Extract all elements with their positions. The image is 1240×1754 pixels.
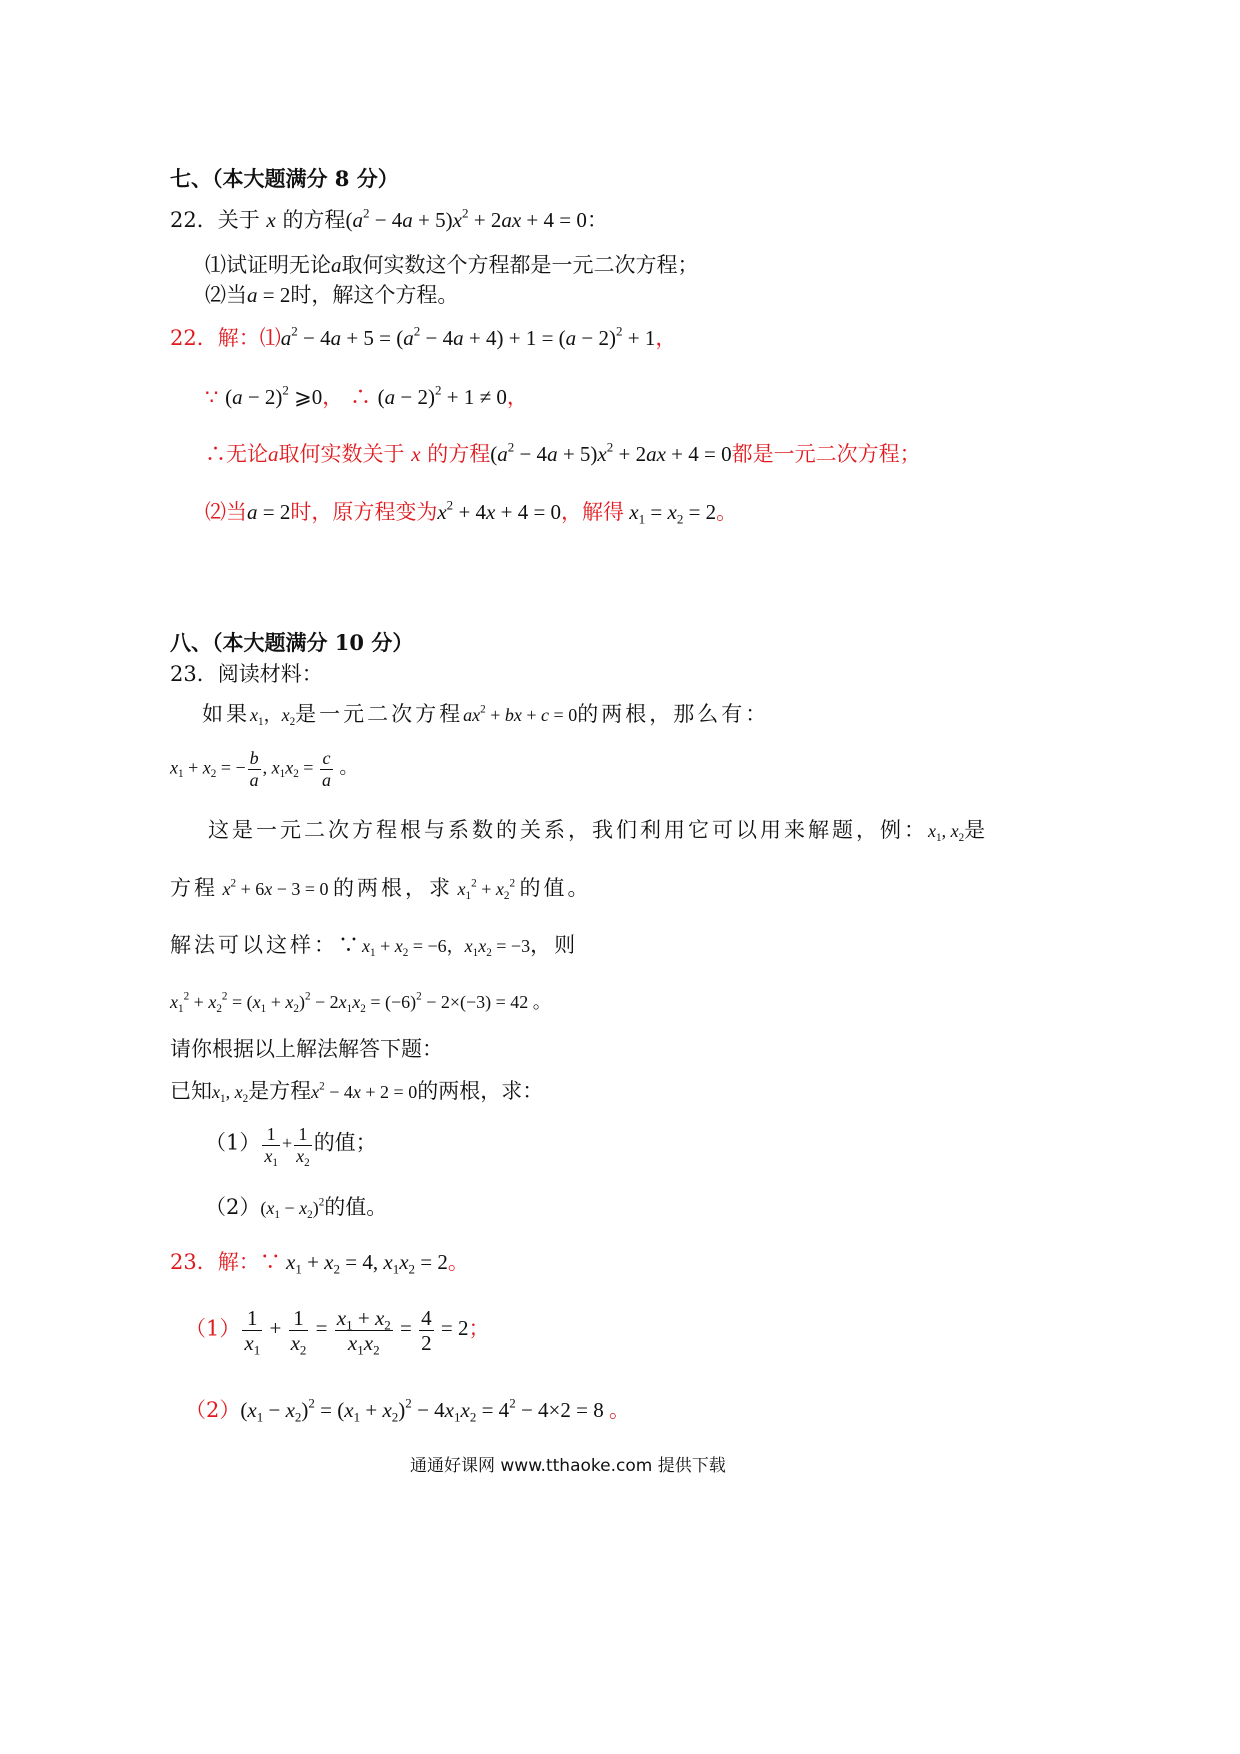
solution-23-sub-1: （1） $\frac{1}{x_1}$ + $\frac{1}{x_2}$ = $\frac{x_1 + x_2}{x_1x_2}$ = $\frac{4}{2}$ = 2； xyxy=(185,1306,490,1358)
solution-23-given: 23．解：∵ $x_1 + x_2 = 4$, $x_1x_2 = 2$。 xyxy=(170,1250,469,1277)
example-method: 解法可以这样：$\because x_1 + x_2 = -6$，$x_1x_2 = -3$，则 xyxy=(170,933,579,959)
question-23-intro: 如果$x_1$，$x_2$是一元二次方程$ax^2$ + bx + c = 0的两根，那么有： xyxy=(202,702,770,728)
section-7-heading: 七、（本大题满分 8 分） xyxy=(170,166,399,191)
solution-22-step-1: 22．解：$⑴a^2 - 4a + 5 = (a^2 - 4a + 4) + 1 = (a - 2)^2 + 1$， xyxy=(170,323,677,350)
question-22-stem: 22．关于 x 的方程$(a^2 - 4a + 5)x^2 + 2ax + 4 = 0$： xyxy=(170,205,608,232)
question-23-known: 已知$x_1$, $x_2$是方程$x^2 - 4x + 2 = 0$的两根，求： xyxy=(170,1079,544,1105)
example-problem: 方程 $x^2 + 6x - 3 = 0$ 的两根，求 $x_1^2 + x_2^2$ 的值。 xyxy=(170,876,592,902)
page-footer: 通通好课网 www.tthaoke.com 提供下载 xyxy=(410,1456,726,1476)
question-22-part-2: ⑵当a = 2时，解这个方程。 xyxy=(205,283,459,307)
example-result: $x_1^2 + x_2^2 = (x_1 + x_2)^2 - 2x_1x_2 = (-6)^2 - 2\times(-3) = 42$ 。 xyxy=(170,990,551,1015)
solution-23-sub-2: $(2)(x_1 - x_2)^2 = (x_1 + x_2)^2 - 4x_1x_2 = 4^2 - 4\times 2 = 8$ 。 xyxy=(185,1395,630,1425)
question-23-sub-2: $(2)(x_1 - x_2)^2$的值。 xyxy=(205,1195,388,1221)
question-23-ask: 请你根据以上解法解答下题： xyxy=(170,1037,443,1061)
section-8-heading: 八、（本大题满分 10 分） xyxy=(170,630,414,655)
question-22-part-1: ⑴试证明无论a取何实数这个方程都是一元二次方程； xyxy=(205,253,699,277)
vieta-formula: $x_1 + x_2$ = − $\frac{b}{a}$ , $x_1x_2$ = $\frac{c}{a}$ 。 xyxy=(170,748,358,790)
question-23-title: 23．阅读材料： xyxy=(170,662,323,686)
vieta-relation-text: 这是一元二次方程根与系数的关系，我们利用它可以用来解题，例：$x_1$, $x_2$是 xyxy=(208,818,989,844)
solution-22-part-2: ⑵当a = 2时，原方程变为$x^2 + 4x + 4 = 0$，解得 $x_1 = x_2 = 2$。 xyxy=(205,497,738,527)
solution-22-step-2: ∵ $(a - 2)^2$ ⩾0， ∴ $(a - 2)^2 + 1 \ne 0$， xyxy=(205,382,528,409)
question-23-sub-1: （1） $\frac{1}{x_1}$ + $\frac{1}{x_2}$ 的值； xyxy=(205,1124,377,1169)
solution-22-conclusion: ∴无论a取何实数关于 x 的方程$(a^2 - 4a + 5)x^2 + 2ax + 4 = 0$都是一元二次方程； xyxy=(205,439,921,466)
